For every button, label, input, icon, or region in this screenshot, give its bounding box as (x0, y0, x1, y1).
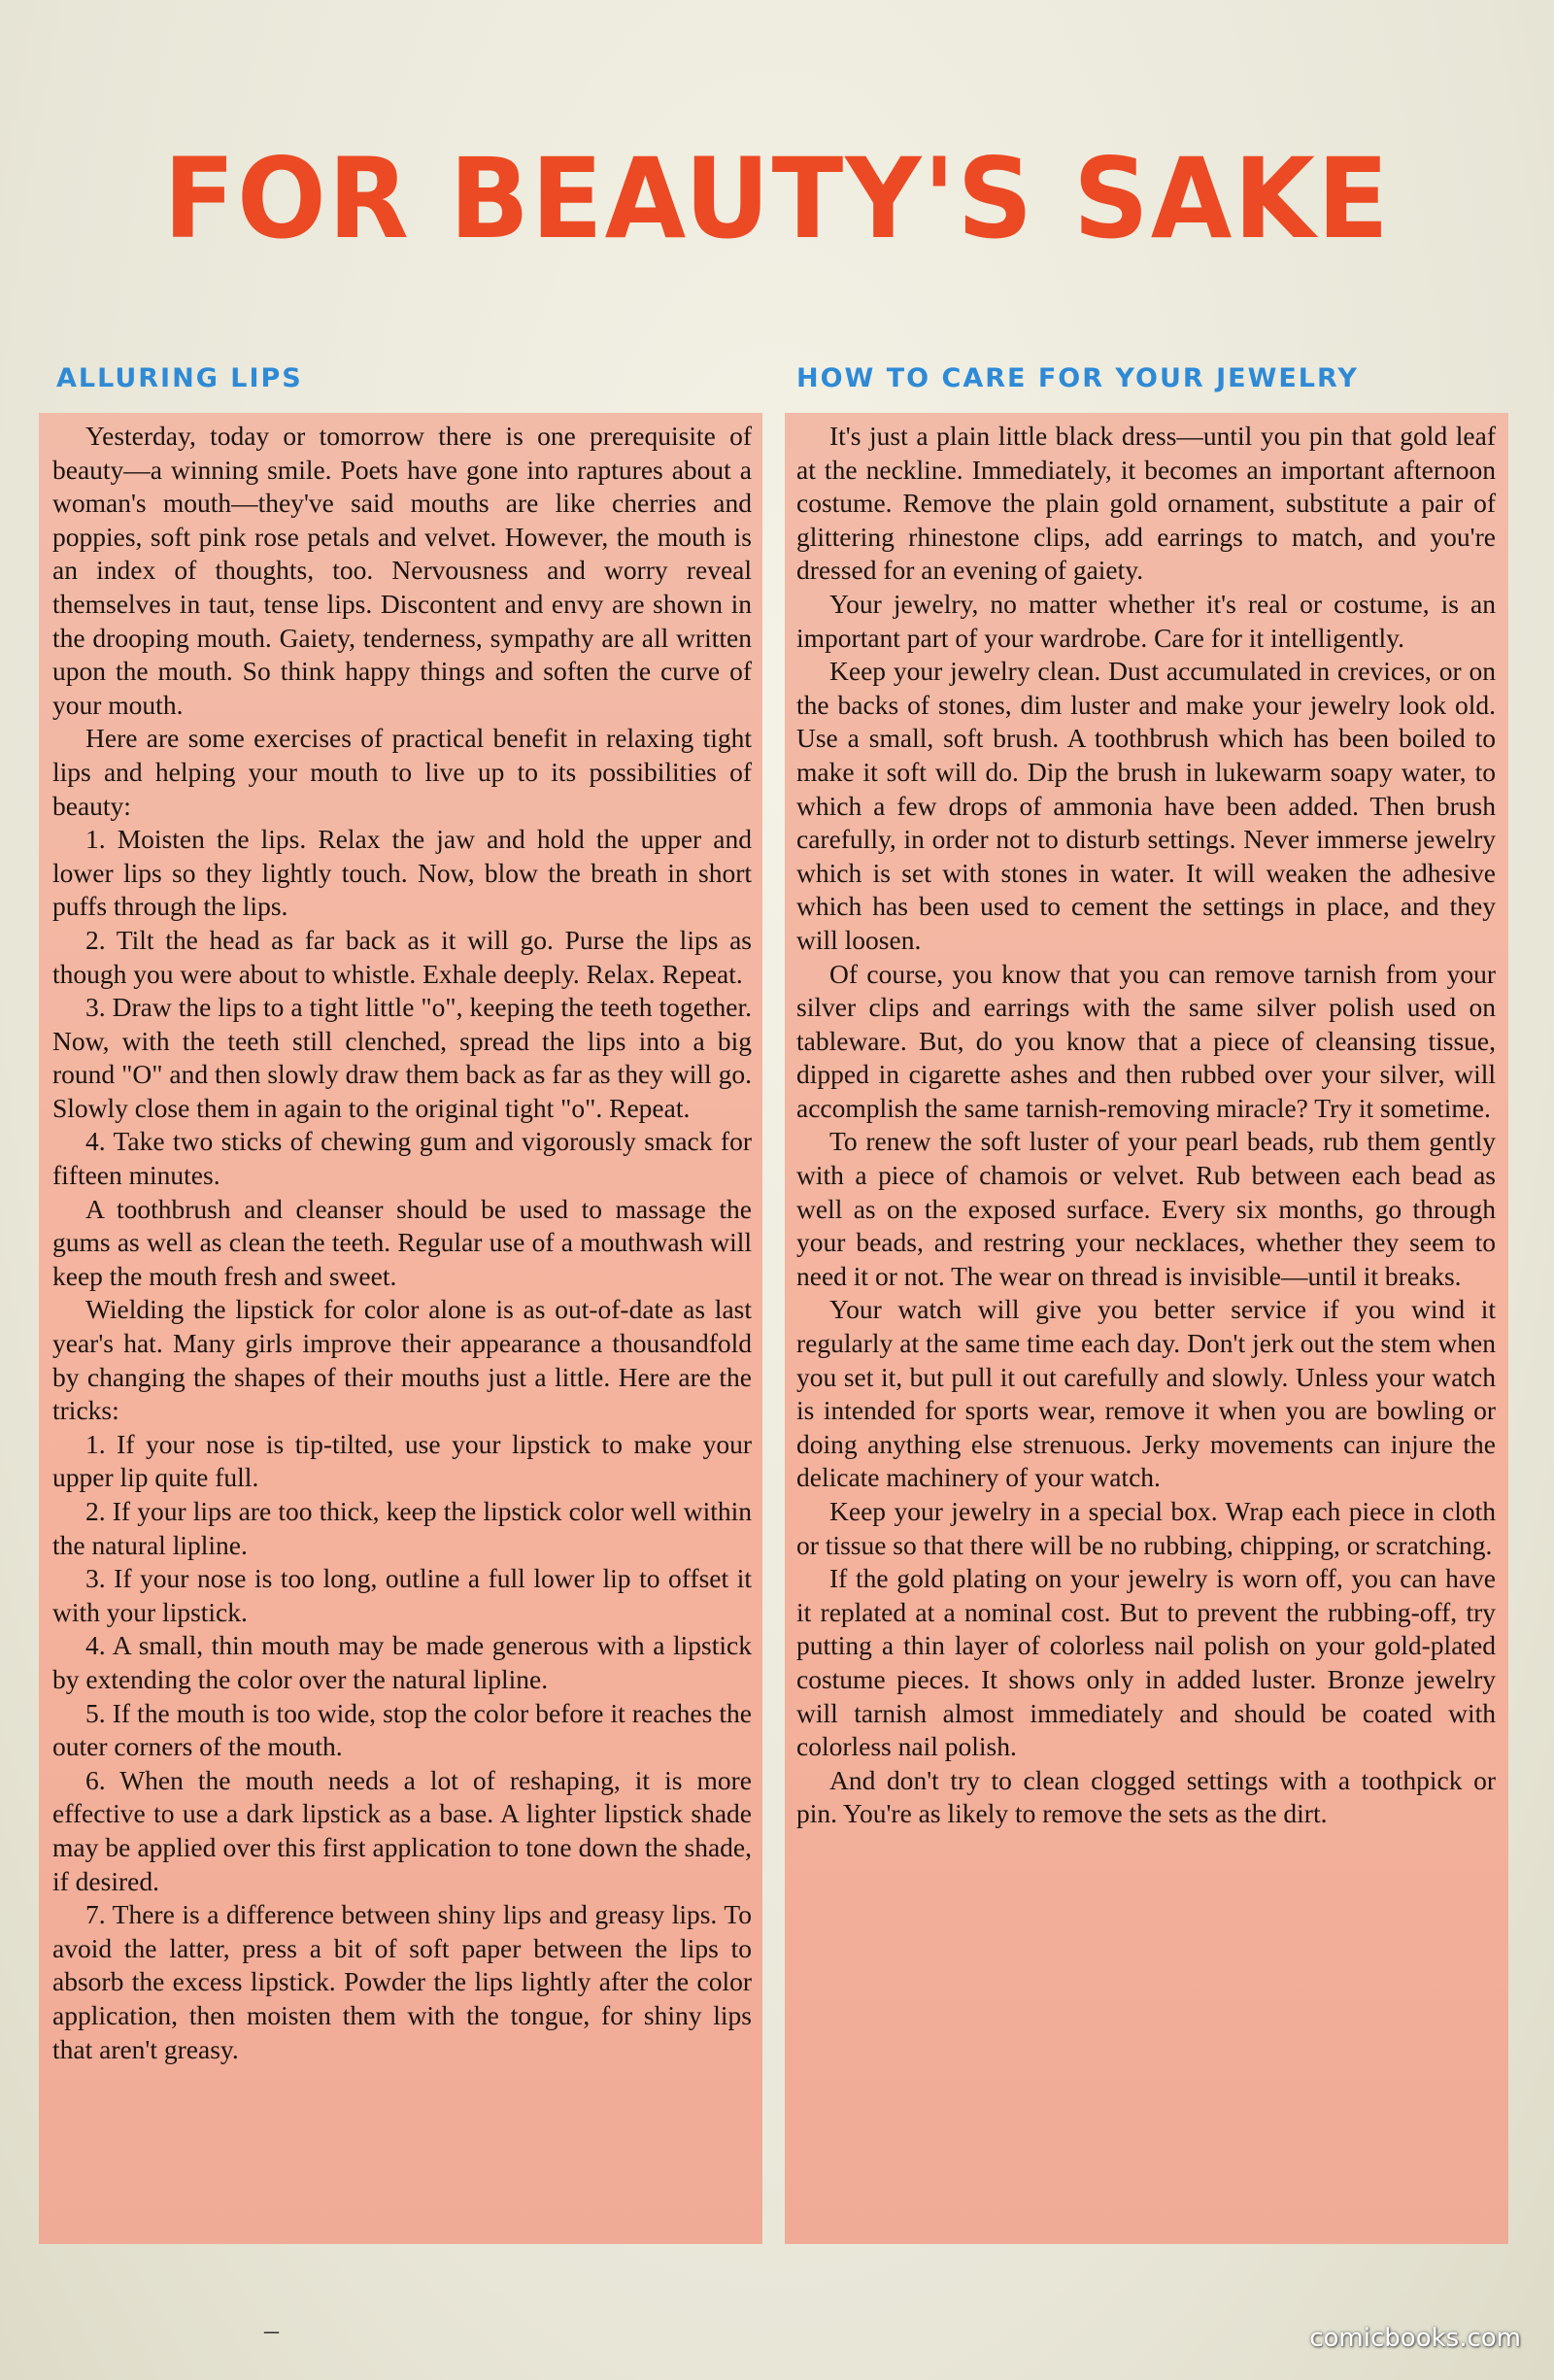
section-heading-jewelry-care: HOW TO CARE FOR YOUR JEWELRY (796, 363, 1359, 393)
article-paragraph: Keep your jewelry clean. Dust accumulated in crevices, or on the backs of stones, dim luster and make your jewelry look old. Use a small, soft brush. A toothbrush which has been boiled to make it soft will do. Dip the brush in lukewarm soapy water, to which a few drops of ammonia have been added. Then brush carefully, in order not to disturb settings. Never immerse jewelry which is set with stones in water. It will weaken the adhesive which has been used to cement the settings in place, and they will loosen. (796, 656, 1496, 955)
article-paragraph: 2. Tilt the head as far back as it will go. Purse the lips as though you were about to whistle. Exhale deeply. Relax. Repeat. (52, 924, 752, 989)
article-paragraph: Yesterday, today or tomorrow there is one prerequisite of beauty—a winning smile. Poets have gone into raptures about a woman's mouth—they've said mouths are like cherries and poppies, soft pink rose petals and velvet. However, the mouth is an index of thoughts, too. Nervousness and worry reveal themselves in taut, tense lips. Discontent and envy are shown in the drooping mouth. Gaiety, tenderness, sympathy are all written upon the mouth. So think happy things and soften the curve of your mouth. (52, 421, 752, 720)
article-paragraph: Here are some exercises of practical benefit in relaxing tight lips and helping your mouth to live up to its possibilities of beauty: (52, 723, 752, 821)
article-paragraph: If the gold plating on your jewelry is worn off, you can have it replated at a nominal cost. But to prevent the rubbing-off, try putting a thin layer of colorless nail polish on your gold-plated costume pieces. It shows only in added luster. Bronze jewelry will tarnish almost immediately and should be coated with colorless nail polish. (796, 1563, 1496, 1762)
site-watermark: comicbooks.com (1309, 2324, 1521, 2353)
article-paragraph: A toothbrush and cleanser should be used to massage the gums as well as clean the teeth. Regular use of a mouthwash will keep the mouth fresh and sweet. (52, 1193, 752, 1291)
article-paragraph: 3. Draw the lips to a tight little "o", keeping the teeth together. Now, with the teeth still clenched, spread the lips into a big round "O" and then slowly draw them back as far as they will go. Slowly close them in again to the original tight "o". Repeat. (52, 992, 752, 1123)
article-paragraph: 2. If your lips are too thick, keep the lipstick color well within the natural lipline. (52, 1496, 752, 1560)
article-paragraph: 4. Take two sticks of chewing gum and vigorously smack for fifteen minutes. (52, 1126, 752, 1191)
article-paragraph: To renew the soft luster of your pearl beads, rub them gently with a piece of chamois or velvet. Rub between each bead as well as on the exposed surface. Every six months, go through your beads, and restring your necklaces, whether they seem to need it or not. The wear on thread is invisible—until it breaks. (796, 1126, 1496, 1291)
page-title: FOR BEAUTY'S SAKE (163, 135, 1391, 264)
article-paragraph: 4. A small, thin mouth may be made generous with a lipstick by extending the color over the natural lipline. (52, 1630, 752, 1694)
article-paragraph: Your jewelry, no matter whether it's real or costume, is an important part of your wardrobe. Care for it intelligently. (796, 588, 1496, 653)
article-paragraph: 5. If the mouth is too wide, stop the color before it reaches the outer corners of the mouth. (52, 1697, 752, 1762)
article-paragraph: Wielding the lipstick for color alone is as out-of-date as last year's hat. Many girls improve their appearance a thousandfold by changing the shapes of their mouths just a little. Here are the tricks: (52, 1294, 752, 1426)
jewelry-care-article (796, 420, 1496, 1831)
alluring-lips-article (52, 420, 752, 2066)
ink-mark-icon: – (264, 2314, 279, 2346)
article-paragraph: It's just a plain little black dress—until you pin that gold leaf at the neckline. Immediately, it becomes an important afternoon costume. Remove the plain gold ornament, substitute a pair of glittering rhinestone clips, add earrings to match, and you're dressed for an evening of gaiety. (796, 421, 1496, 586)
article-paragraph: 7. There is a difference between shiny lips and greasy lips. To avoid the latter, press a bit of soft paper between the lips to absorb the excess lipstick. Powder the lips lightly after the color application, then moisten them with the tongue, for shiny lips that aren't greasy. (52, 1899, 752, 2064)
article-paragraph: 3. If your nose is too long, outline a full lower lip to offset it with your lipstick. (52, 1563, 752, 1627)
article-paragraph: And don't try to clean clogged settings with a toothpick or pin. You're as likely to remove the sets as the dirt. (796, 1764, 1496, 1829)
article-paragraph: 1. If your nose is tip-tilted, use your lipstick to make your upper lip quite full. (52, 1428, 752, 1493)
article-paragraph: 1. Moisten the lips. Relax the jaw and hold the upper and lower lips so they lightly touch. Now, blow the breath in short puffs through the lips. (52, 824, 752, 922)
article-paragraph: Keep your jewelry in a special box. Wrap each piece in cloth or tissue so that there will be no rubbing, chipping, or scratching. (796, 1496, 1496, 1560)
article-paragraph: Your watch will give you better service if you wind it regularly at the same time each day. Don't jerk out the stem when you set it, but pull it out carefully and slowly. Unless your watch is intended for sports wear, remove it when you are bowling or doing anything else strenuous. Jerky movements can injure the delicate machinery of your watch. (796, 1294, 1496, 1493)
article-paragraph: 6. When the mouth needs a lot of reshaping, it is more effective to use a dark lipstick as a base. A lighter lipstick shade may be applied over this first application to tone down the shade, if desired. (52, 1764, 752, 1896)
section-heading-alluring-lips: ALLURING LIPS (56, 363, 303, 393)
article-paragraph: Of course, you know that you can remove tarnish from your silver clips and earrings with the same silver polish used on tableware. But, do you know that a piece of cleansing tissue, dipped in cigarette ashes and then rubbed over your silver, will accomplish the same tarnish-removing miracle? Try it sometime. (796, 958, 1496, 1123)
